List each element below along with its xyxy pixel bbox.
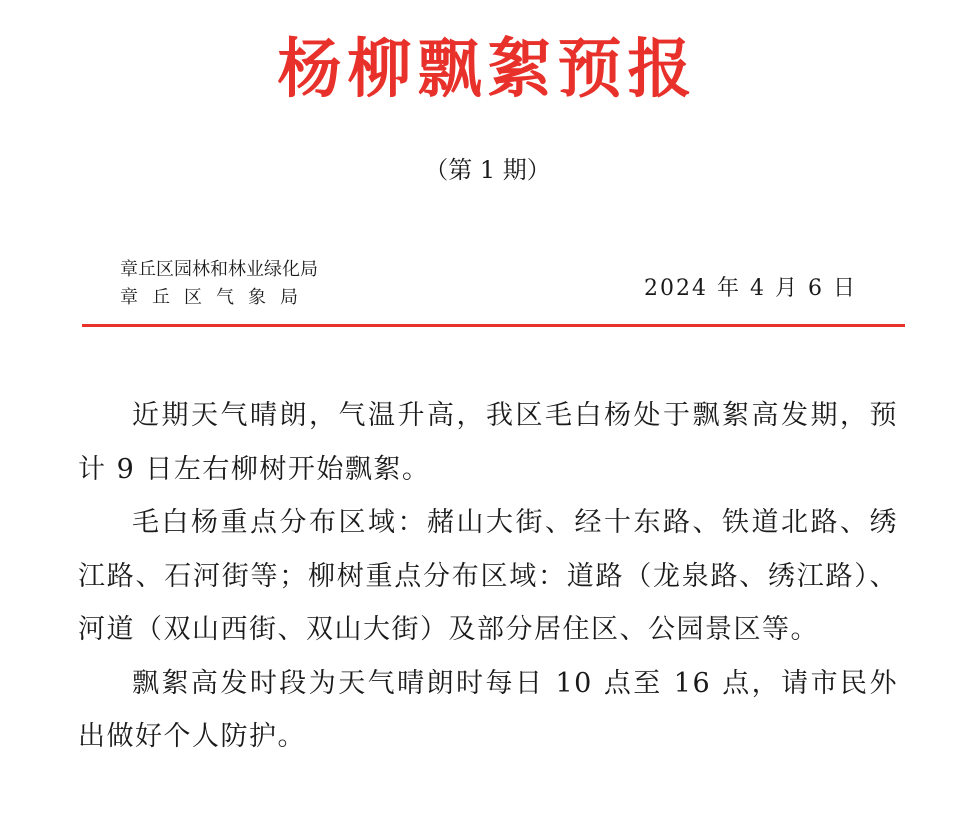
issuer-forestry-bureau: 章丘区园林和林业绿化局 xyxy=(120,259,318,280)
issue-date: 2024 年 4 月 6 日 xyxy=(644,276,857,301)
issue-number: （第 1 期） xyxy=(424,156,551,184)
page-title: 杨柳飘絮预报 xyxy=(277,32,698,107)
issuer-weather-bureau: 章丘区气象局 xyxy=(120,287,312,308)
paragraph-distribution: 毛白杨重点分布区域：赭山大街、经十东路、铁道北路、绣江路、石河街等；柳树重点分布区域：道路（龙泉路、绣江路）、河道（双山西街、双山大街）及部分居住区、公园景区等。 xyxy=(78,507,898,645)
body-text xyxy=(78,389,898,764)
paragraph-weather: 近期天气晴朗，气温升高，我区毛白杨处于飘絮高发期，预计 9 日左右柳树开始飘絮。 xyxy=(78,400,898,485)
red-divider xyxy=(82,324,905,327)
paragraph-advice: 飘絮高发时段为天气晴朗时每日 10 点至 16 点，请市民外出做好个人防护。 xyxy=(78,667,898,752)
